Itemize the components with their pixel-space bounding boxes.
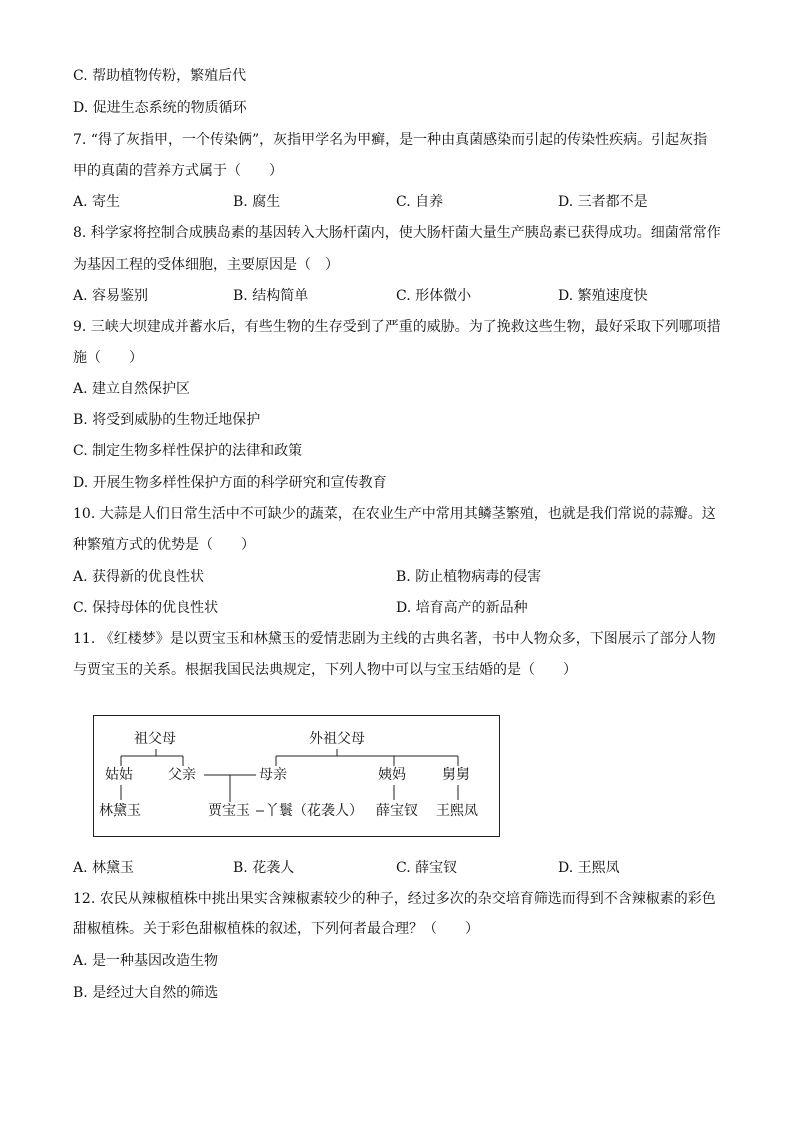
q8-stem-line2: 为基因工程的受体细胞，主要原因是（ ） xyxy=(73,257,339,273)
q8-stem-line1: 8. 科学家将控制合成胰岛素的基因转入大肠杆菌内，使大肠杆菌大量生产胰岛素已获得成功。细菌常常作 xyxy=(73,225,721,241)
q12-stem-line2: 甜椒植株。关于彩色甜椒植株的叙述，下列何者最合理？（ ） xyxy=(73,921,479,937)
jia-baoyu-label: 贾宝玉 xyxy=(208,803,250,819)
q9-option-c: C. 制定生物多样性保护的法律和政策 xyxy=(73,443,303,459)
aunt-maternal-label: 姨妈 xyxy=(378,767,406,783)
mother-label: 母亲 xyxy=(259,767,287,783)
q7-option-d: D. 三者都不是 xyxy=(558,194,648,210)
wang-xifeng-label: 王熙凤 xyxy=(436,803,478,819)
q7-stem-line1: 7. “得了灰指甲，一个传染俩”，灰指甲学名为甲癣，是一种由真菌感染而引起的传染性疾病。引起灰指 xyxy=(73,132,708,148)
q8-option-d: D. 繁殖速度快 xyxy=(558,288,648,304)
q9-option-b: B. 将受到威胁的生物迁地保护 xyxy=(73,412,261,428)
q9-option-d: D. 开展生物多样性保护方面的科学研究和宣传教育 xyxy=(73,475,387,491)
q11-stem-line2: 与贾宝玉的关系。根据我国民法典规定，下列人物中可以与宝玉结婚的是（ ） xyxy=(73,662,577,678)
q7-stem-line2: 甲的真菌的营养方式属于（ ） xyxy=(73,163,283,179)
q7-option-b: B. 腐生 xyxy=(233,194,281,210)
q8-option-b: B. 结构简单 xyxy=(233,288,309,304)
q8-option-c: C. 形体微小 xyxy=(396,288,472,304)
grandparents-label: 祖父母 xyxy=(134,731,176,747)
xue-baochai-label: 薛宝钗 xyxy=(376,803,418,819)
q8-option-a: A. 容易鉴别 xyxy=(73,288,149,304)
q9-stem-line1: 9. 三峡大坝建成并蓄水后，有些生物的生存受到了严重的威胁。为了挽救这些生物，最好采取下列哪项措 xyxy=(73,319,721,335)
q11-stem-line1: 11. 《红楼梦》是以贾宝玉和林黛玉的爱情悲剧为主线的古典名著，书中人物众多，下图展示了部分人物 xyxy=(73,631,716,647)
q6-option-d: D. 促进生态系统的物质循环 xyxy=(73,100,247,116)
q10-option-d: D. 培育高产的新品种 xyxy=(396,600,528,616)
q11-option-d: D. 王熙凤 xyxy=(558,860,620,876)
q10-option-a: A. 获得新的优良性状 xyxy=(73,569,205,585)
q10-stem-line2: 种繁殖方式的优势是（ ） xyxy=(73,537,255,553)
q11-option-c: C. 薛宝钗 xyxy=(396,860,458,876)
maternal-grandparents-label: 外祖父母 xyxy=(309,731,365,747)
lin-daiyu-label: 林黛玉 xyxy=(99,803,141,819)
q12-option-b: B. 是经过大自然的筛选 xyxy=(73,985,219,1001)
q11-option-b: B. 花袭人 xyxy=(233,860,295,876)
aunt-paternal-label: 姑姑 xyxy=(105,767,133,783)
q10-option-c: C. 保持母体的优良性状 xyxy=(73,600,219,616)
q7-option-c: C. 自养 xyxy=(396,194,444,210)
q12-stem-line1: 12. 农民从辣椒植株中挑出果实含辣椒素较少的种子，经过多次的杂交培育筛选而得到不含辣椒素的彩色 xyxy=(73,891,716,907)
q6-option-c: C. 帮助植物传粉，繁殖后代 xyxy=(73,68,247,84)
q11-option-a: A. 林黛玉 xyxy=(73,860,135,876)
q10-option-b: B. 防止植物病毒的侵害 xyxy=(396,569,542,585)
family-tree-diagram xyxy=(93,715,500,837)
q9-option-a: A. 建立自然保护区 xyxy=(73,381,191,397)
maid-label: 丫鬟（花袭人） xyxy=(265,803,363,819)
q7-option-a: A. 寄生 xyxy=(73,194,121,210)
q10-stem-line1: 10. 大蒜是人们日常生活中不可缺少的蔬菜，在农业生产中常用其鳞茎繁殖，也就是我们常说的蒜瓣。这 xyxy=(73,506,716,522)
uncle-label: 舅舅 xyxy=(442,767,470,783)
father-label: 父亲 xyxy=(168,767,196,783)
q9-stem-line2: 施（ ） xyxy=(73,350,143,366)
q12-option-a: A. 是一种基因改造生物 xyxy=(73,953,219,969)
